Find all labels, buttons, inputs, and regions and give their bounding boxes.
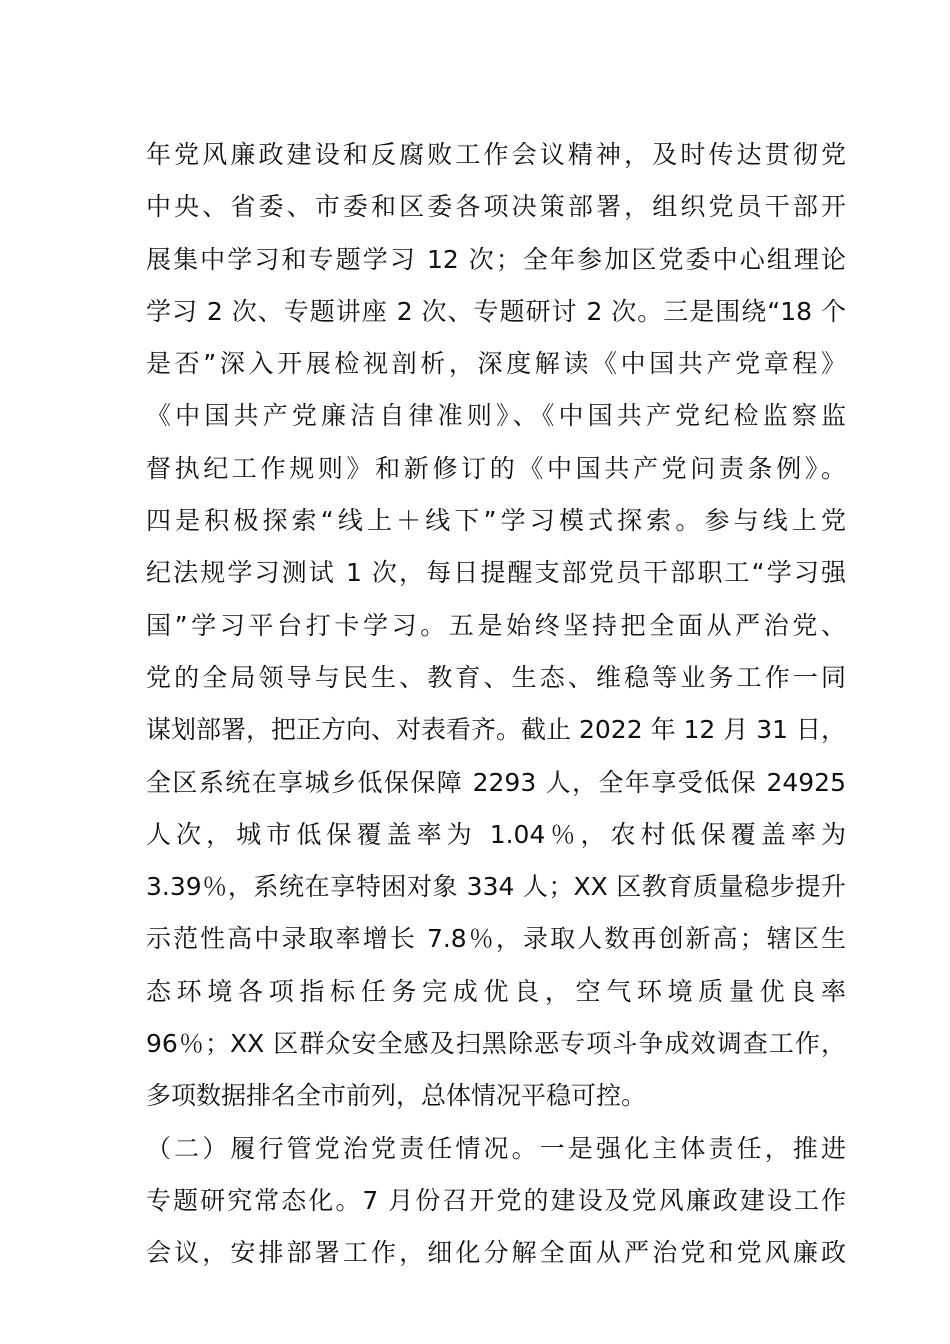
text-line: 谋划部署，把正方向、对表看齐。截止 2022 年 12 月 31 日， — [146, 715, 846, 745]
text-line: 3.39％，系统在享特困对象 334 人；XX 区教育质量稳步提升 — [146, 872, 846, 902]
text-line: 中央、省委、市委和区委各项决策部署，组织党员干部开 — [146, 192, 846, 222]
text-line: 态环境各项指标任务完成优良，空气环境质量优良率 — [146, 976, 846, 1006]
text-line: 国”学习平台打卡学习。五是始终坚持把全面从严治党、 — [146, 610, 846, 640]
text-line: 学习 2 次、专题讲座 2 次、专题研讨 2 次。三是围绕“18 个 — [146, 296, 846, 326]
text-line: 多项数据排名全市前列，总体情况平稳可控。 — [146, 1081, 647, 1111]
text-line: 96％；XX 区群众安全感及扫黑除恶专项斗争成效调查工作， — [146, 1029, 846, 1059]
text-line: 示范性高中录取率增长 7.8％，录取人数再创新高；辖区生 — [146, 924, 846, 954]
text-line: 人次，城市低保覆盖率为 1.04％，农村低保覆盖率为 — [146, 819, 846, 849]
text-line: 督执纪工作规则》和新修订的《中国共产党问责条例》。 — [146, 453, 846, 483]
text-line: （二）履行管党治党责任情况。一是强化主体责任，推进 — [146, 1133, 846, 1163]
text-line: 会议，安排部署工作，细化分解全面从严治党和党风廉政 — [146, 1238, 846, 1268]
text-line: 全区系统在享城乡低保保障 2293 人，全年享受低保 24925 — [146, 767, 846, 797]
text-line: 是否”深入开展检视剖析，深度解读《中国共产党章程》 — [146, 349, 846, 379]
body-text — [146, 129, 846, 1280]
text-line: 四是积极探索“线上＋线下”学习模式探索。参与线上党 — [146, 506, 846, 536]
text-line: 展集中学习和专题学习 12 次；全年参加区党委中心组理论 — [146, 244, 846, 274]
text-line: 专题研究常态化。7 月份召开党的建设及党风廉政建设工作 — [146, 1185, 846, 1215]
text-line: 党的全局领导与民生、教育、生态、维稳等业务工作一同 — [146, 662, 846, 692]
text-line: 年党风廉政建设和反腐败工作会议精神，及时传达贯彻党 — [146, 140, 846, 169]
text-line: 纪法规学习测试 1 次，每日提醒支部党员干部职工“学习强 — [146, 558, 846, 588]
text-line: 《中国共产党廉洁自律准则》、《中国共产党纪检监察监 — [146, 401, 846, 431]
